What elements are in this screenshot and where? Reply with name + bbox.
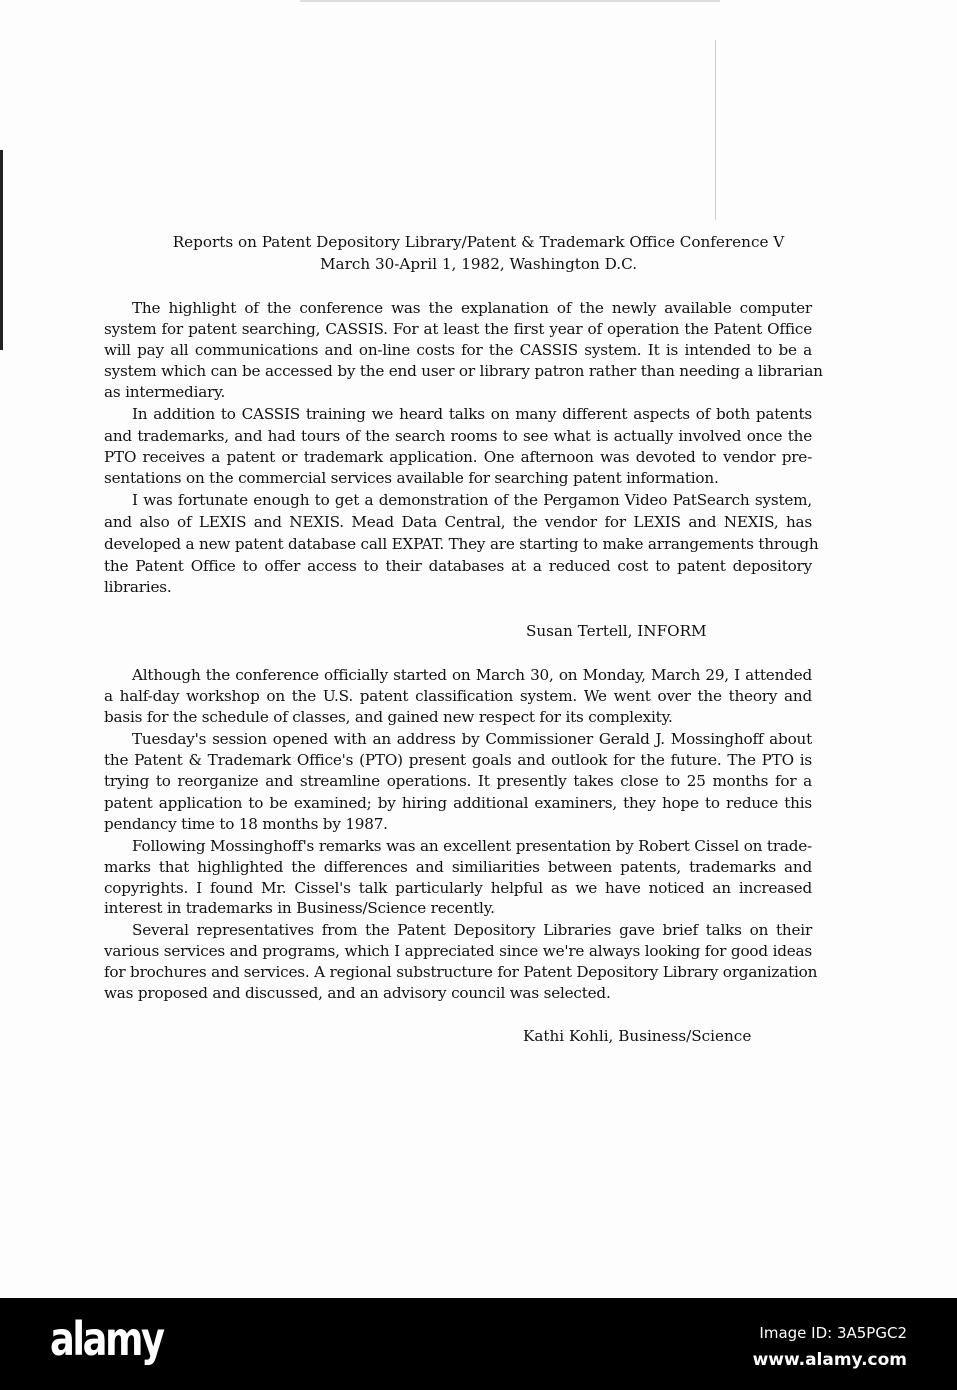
text-line: The highlight of the conference was the explanation of the newly available computer	[132, 299, 812, 317]
text-line: as intermediary.	[104, 383, 226, 401]
text-line: Although the conference officially started on March 30, on Monday, March 29, I attended	[132, 666, 812, 684]
text-line: a half-day workshop on the U.S. patent classification system. We went over the theory and	[104, 687, 812, 705]
text-line: the Patent & Trademark Office's (PTO) present goals and outlook for the future. The PTO is	[104, 751, 812, 769]
text-line: various services and programs, which I appreciated since we're always looking for good ideas	[104, 942, 812, 960]
text-line: will pay all communications and on-line costs for the CASSIS system. It is intended to be a	[104, 341, 812, 359]
text-line: for brochures and services. A regional substructure for Patent Depository Library organization	[104, 963, 818, 981]
text-line: pendancy time to 18 months by 1987.	[104, 815, 388, 833]
text-line: Tuesday's session opened with an address by Commissioner Gerald J. Mossinghoff about	[132, 730, 812, 748]
watermark-url: www.alamy.com	[752, 1350, 907, 1370]
text-line: I was fortunate enough to get a demonstration of the Pergamon Video PatSearch system,	[132, 491, 812, 509]
title-line-1: Reports on Patent Depository Library/Patent & Trademark Office Conference V	[172, 233, 785, 251]
signature-1: Susan Tertell, INFORM	[526, 622, 707, 640]
text-line: libraries.	[104, 578, 172, 596]
text-line: developed a new patent database call EXPAT. They are starting to make arrangements through	[104, 535, 819, 553]
title-line-2: March 30-April 1, 1982, Washington D.C.	[319, 255, 638, 273]
scan-top-line	[300, 0, 720, 2]
text-line: was proposed and discussed, and an advisory council was selected.	[104, 984, 611, 1002]
text-line: system which can be accessed by the end user or library patron rather than needing a librarian	[104, 362, 823, 380]
text-line: marks that highlighted the differences and similiarities between patents, trademarks and	[104, 858, 812, 876]
text-line: interest in trademarks in Business/Science recently.	[104, 899, 495, 917]
text-line: Several representatives from the Patent Depository Libraries gave brief talks on their	[132, 921, 812, 939]
text-line: basis for the schedule of classes, and gained new respect for its complexity.	[104, 708, 673, 726]
scan-vertical-line	[715, 40, 716, 220]
text-line: Following Mossinghoff's remarks was an excellent presentation by Robert Cissel on trade-	[132, 837, 812, 855]
alamy-logo: alamy	[50, 1312, 163, 1366]
text-line: In addition to CASSIS training we heard talks on many different aspects of both patents	[132, 405, 812, 423]
text-line: sentations on the commercial services available for searching patent information.	[104, 469, 719, 487]
text-line: copyrights. I found Mr. Cissel's talk particularly helpful as we have noticed an increased	[104, 879, 812, 897]
watermark-bar	[0, 1298, 957, 1390]
text-line: PTO receives a patent or trademark application. One afternoon was devoted to vendor pre-	[104, 448, 812, 466]
text-line: and trademarks, and had tours of the search rooms to see what is actually involved once the	[104, 427, 812, 445]
text-line: system for patent searching, CASSIS. For at least the first year of operation the Patent Office	[104, 320, 812, 338]
text-line: patent application to be examined; by hiring additional examiners, they hope to reduce this	[104, 794, 812, 812]
image-id: Image ID: 3A5PGC2	[759, 1324, 907, 1342]
signature-2: Kathi Kohli, Business/Science	[523, 1027, 752, 1045]
text-line: trying to reorganize and streamline operations. It presently takes close to 25 months for a	[104, 772, 812, 790]
text-line: and also of LEXIS and NEXIS. Mead Data Central, the vendor for LEXIS and NEXIS, has	[104, 513, 812, 531]
text-line: the Patent Office to offer access to their databases at a reduced cost to patent depository	[104, 557, 812, 575]
